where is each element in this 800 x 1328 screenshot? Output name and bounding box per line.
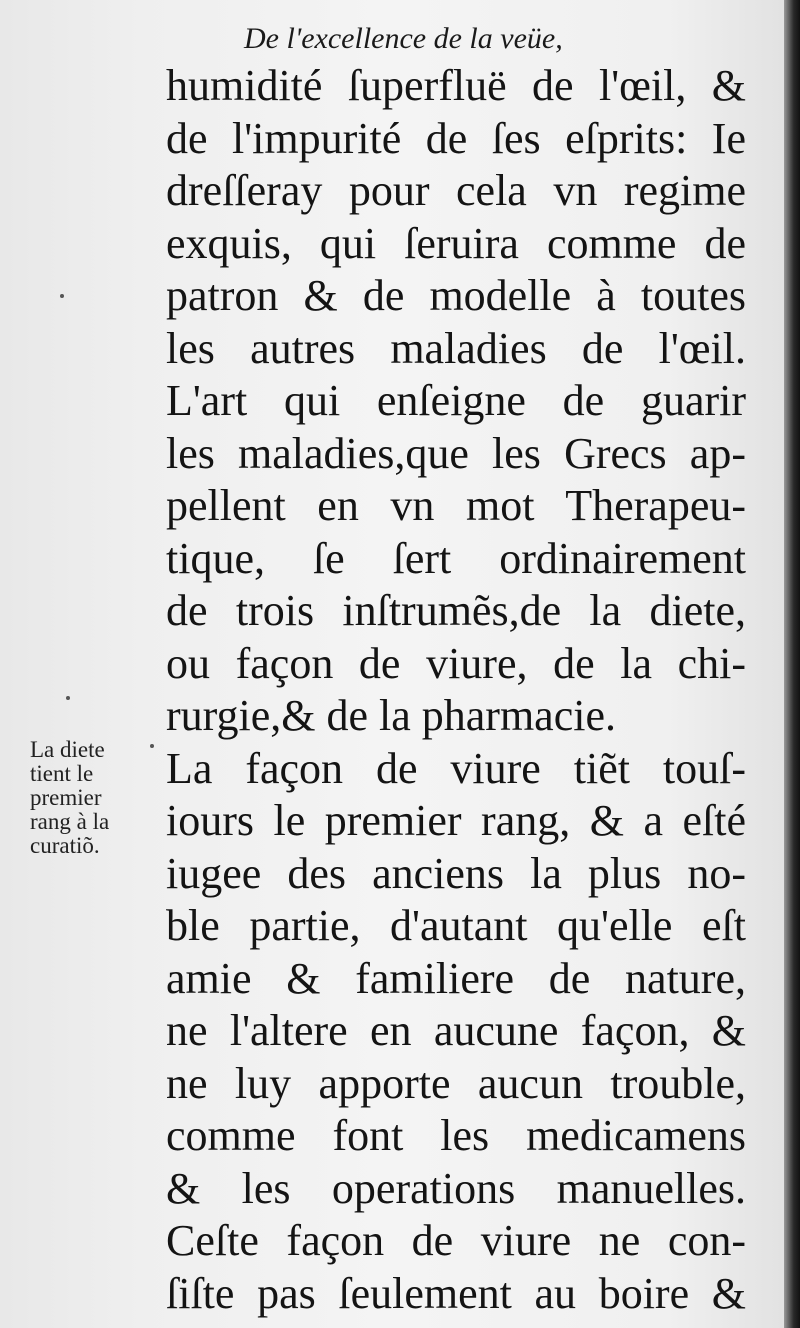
text-line: L'art qui enſeigne de guarir	[166, 376, 746, 425]
text-line: comme font les medicamens	[166, 1111, 746, 1160]
text-line: les autres maladies de l'œil.	[166, 323, 746, 373]
margin-note-line: curatiõ.	[30, 833, 100, 858]
text-line: ble partie, d'autant qu'elle eſt	[166, 901, 746, 950]
text-line: de trois inſtrumẽs,de la diete,	[166, 586, 746, 635]
text-line: humidité ſuperfluë de l'œil, &	[166, 61, 746, 110]
margin-note-line: rang à la	[30, 809, 110, 834]
ink-speck	[150, 744, 154, 748]
text-line: iours le premier rang, & a eſté	[166, 796, 746, 845]
margin-note-line: La diete	[30, 737, 105, 762]
ink-speck	[60, 294, 64, 298]
text-line: de l'impurité de ſes eſprits: Ie	[166, 113, 746, 163]
text-line: patron & de modelle à toutes	[166, 271, 746, 320]
marginal-note	[30, 738, 158, 858]
running-header: De l'excellence de la veüe,	[244, 22, 563, 55]
text-line: dreſſeray pour cela vn regime	[166, 166, 746, 215]
margin-note-line: tient le	[30, 761, 94, 786]
text-line: La façon de viure tiẽt touſ-	[166, 743, 746, 793]
text-line: les maladies,que les Grecs ap-	[166, 428, 746, 478]
text-line: iugee des anciens la plus no-	[166, 848, 746, 898]
text-line: exquis, qui ſeruira comme de	[166, 218, 746, 268]
ink-speck	[66, 696, 70, 700]
text-line: ne l'altere en aucune façon, &	[166, 1006, 746, 1055]
text-line: Ceſte façon de viure ne con-	[166, 1216, 746, 1265]
text-line: ou façon de viure, de la chi-	[166, 638, 746, 688]
text-line: & les operations manuelles.	[166, 1163, 746, 1213]
text-line: ſiſte pas ſeulement au boire &	[166, 1268, 746, 1318]
page-edge-shadow	[784, 0, 800, 1328]
text-line: ne luy apporte aucun trouble,	[166, 1058, 746, 1108]
text-line: amie & familiere de nature,	[166, 953, 746, 1003]
text-line: tique, ſe ſert ordinairement	[166, 533, 746, 583]
text-line: pellent en vn mot Therapeu-	[166, 481, 746, 530]
text-line: rurgie,& de la pharmacie.	[166, 691, 616, 740]
body-text	[166, 60, 746, 1320]
margin-note-line: premier	[30, 785, 102, 810]
